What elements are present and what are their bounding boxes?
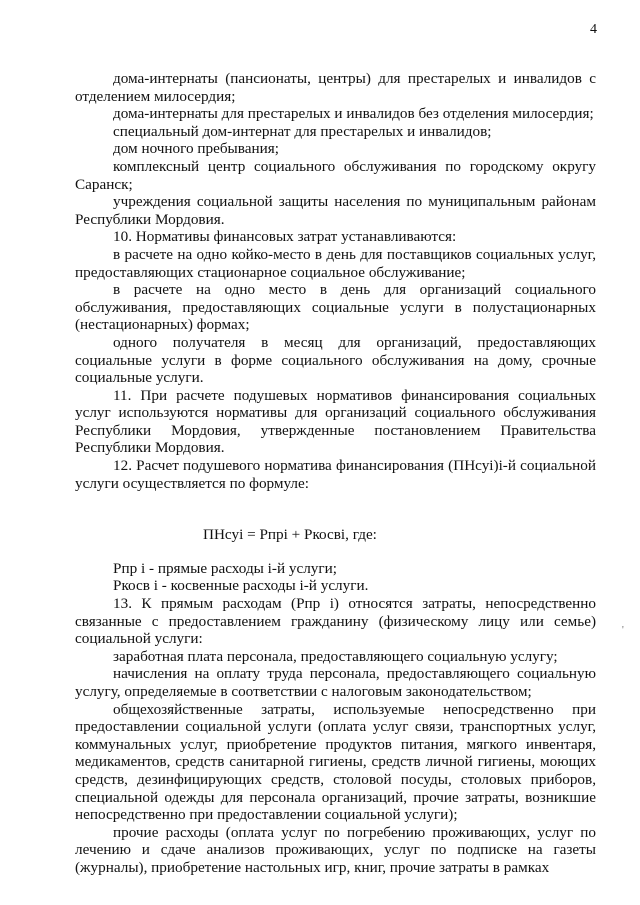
section-12: 12. Расчет подушевого норматива финансирования (ПНсуi)i-й социальной услуги осуществляется по формуле: <box>75 457 596 492</box>
section-11: 11. При расчете подушевых нормативов финансирования социальных услуг используются нормативы для организаций социального обслуживания Республики Мордовия, утвержденные постановлением Правительства Республики Мордовия. <box>75 386 596 457</box>
section-10-heading: 10. Нормативы финансовых затрат устанавливаются: <box>113 228 457 246</box>
margin-mark: ' <box>622 625 624 636</box>
paragraph-3: специальный дом-интернат для престарелых и инвалидов; <box>113 122 492 140</box>
paragraph-16: заработная плата персонала, предоставляющего социальную услугу; <box>113 647 558 665</box>
paragraph-1: дома-интернаты (пансионаты, центры) для престарелых и инвалидов с отделением милосердия; <box>75 70 596 105</box>
paragraph-6: учреждения социальной защиты населения по муниципальным районам Республики Мордовия. <box>75 193 596 228</box>
page-number: 4 <box>590 22 597 37</box>
paragraph-18: общехозяйственные затраты, используемые непосредственно при предоставлении социальной услуги (оплата услуг связи, транспортных услуг, коммунальных услуг, приобретение продуктов питания, мягкого инвентаря, медикаментов, средств санитарной гигиены, средств личной гигиены, моющих средств, дезинфицирующих средств, столовой посуды, столовых приборов, специальной одежды для персонала организаций, прочие затраты, возникшие непосредственно при предоставлении социальной услуги); <box>75 700 596 824</box>
paragraph-17: начисления на оплату труда персонала, предоставляющего социальную услугу, определяемые в соответствии с налоговым законодательством; <box>75 665 596 700</box>
paragraph-5: комплексный центр социального обслуживания по городскому округу Саранск; <box>75 157 596 193</box>
formula-def-2: Ркосв i - косвенные расходы i-й услуги. <box>113 577 369 595</box>
paragraph-8: в расчете на одно койко-место в день для поставщиков социальных услуг, предоставляющих стационарное социальное обслуживание; <box>75 245 596 281</box>
formula: ПНсуi = Рпрi + Ркосвi, где: <box>203 526 377 544</box>
paragraph-19: прочие расходы (оплата услуг по погребению проживающих, услуг по лечению и сдаче анализов проживающих, услуг по подписке на газеты (журналы), приобретение настольных игр, книг, прочие затраты в рамках <box>75 823 596 876</box>
paragraph-9: в расчете на одно место в день для организаций социального обслуживания, предоставляющих социальные услуги в полустационарных (нестационарных) формах; <box>75 281 596 334</box>
section-13: 13. К прямым расходам (Рпр i) относятся затраты, непосредственно связанные с предоставлением гражданину (физическому лицу или семье) социальной услуги: <box>75 595 596 648</box>
paragraph-4: дом ночного пребывания; <box>113 140 279 158</box>
document-body <box>75 70 596 877</box>
formula-def-1: Рпр i - прямые расходы i-й услуги; <box>113 559 337 577</box>
paragraph-10: одного получателя в месяц для организаций, предоставляющих социальные услуги в форме социального обслуживания на дому, срочные социальные услуги. <box>75 333 596 387</box>
paragraph-2: дома-интернаты для престарелых и инвалидов без отделения милосердия; <box>113 105 594 123</box>
